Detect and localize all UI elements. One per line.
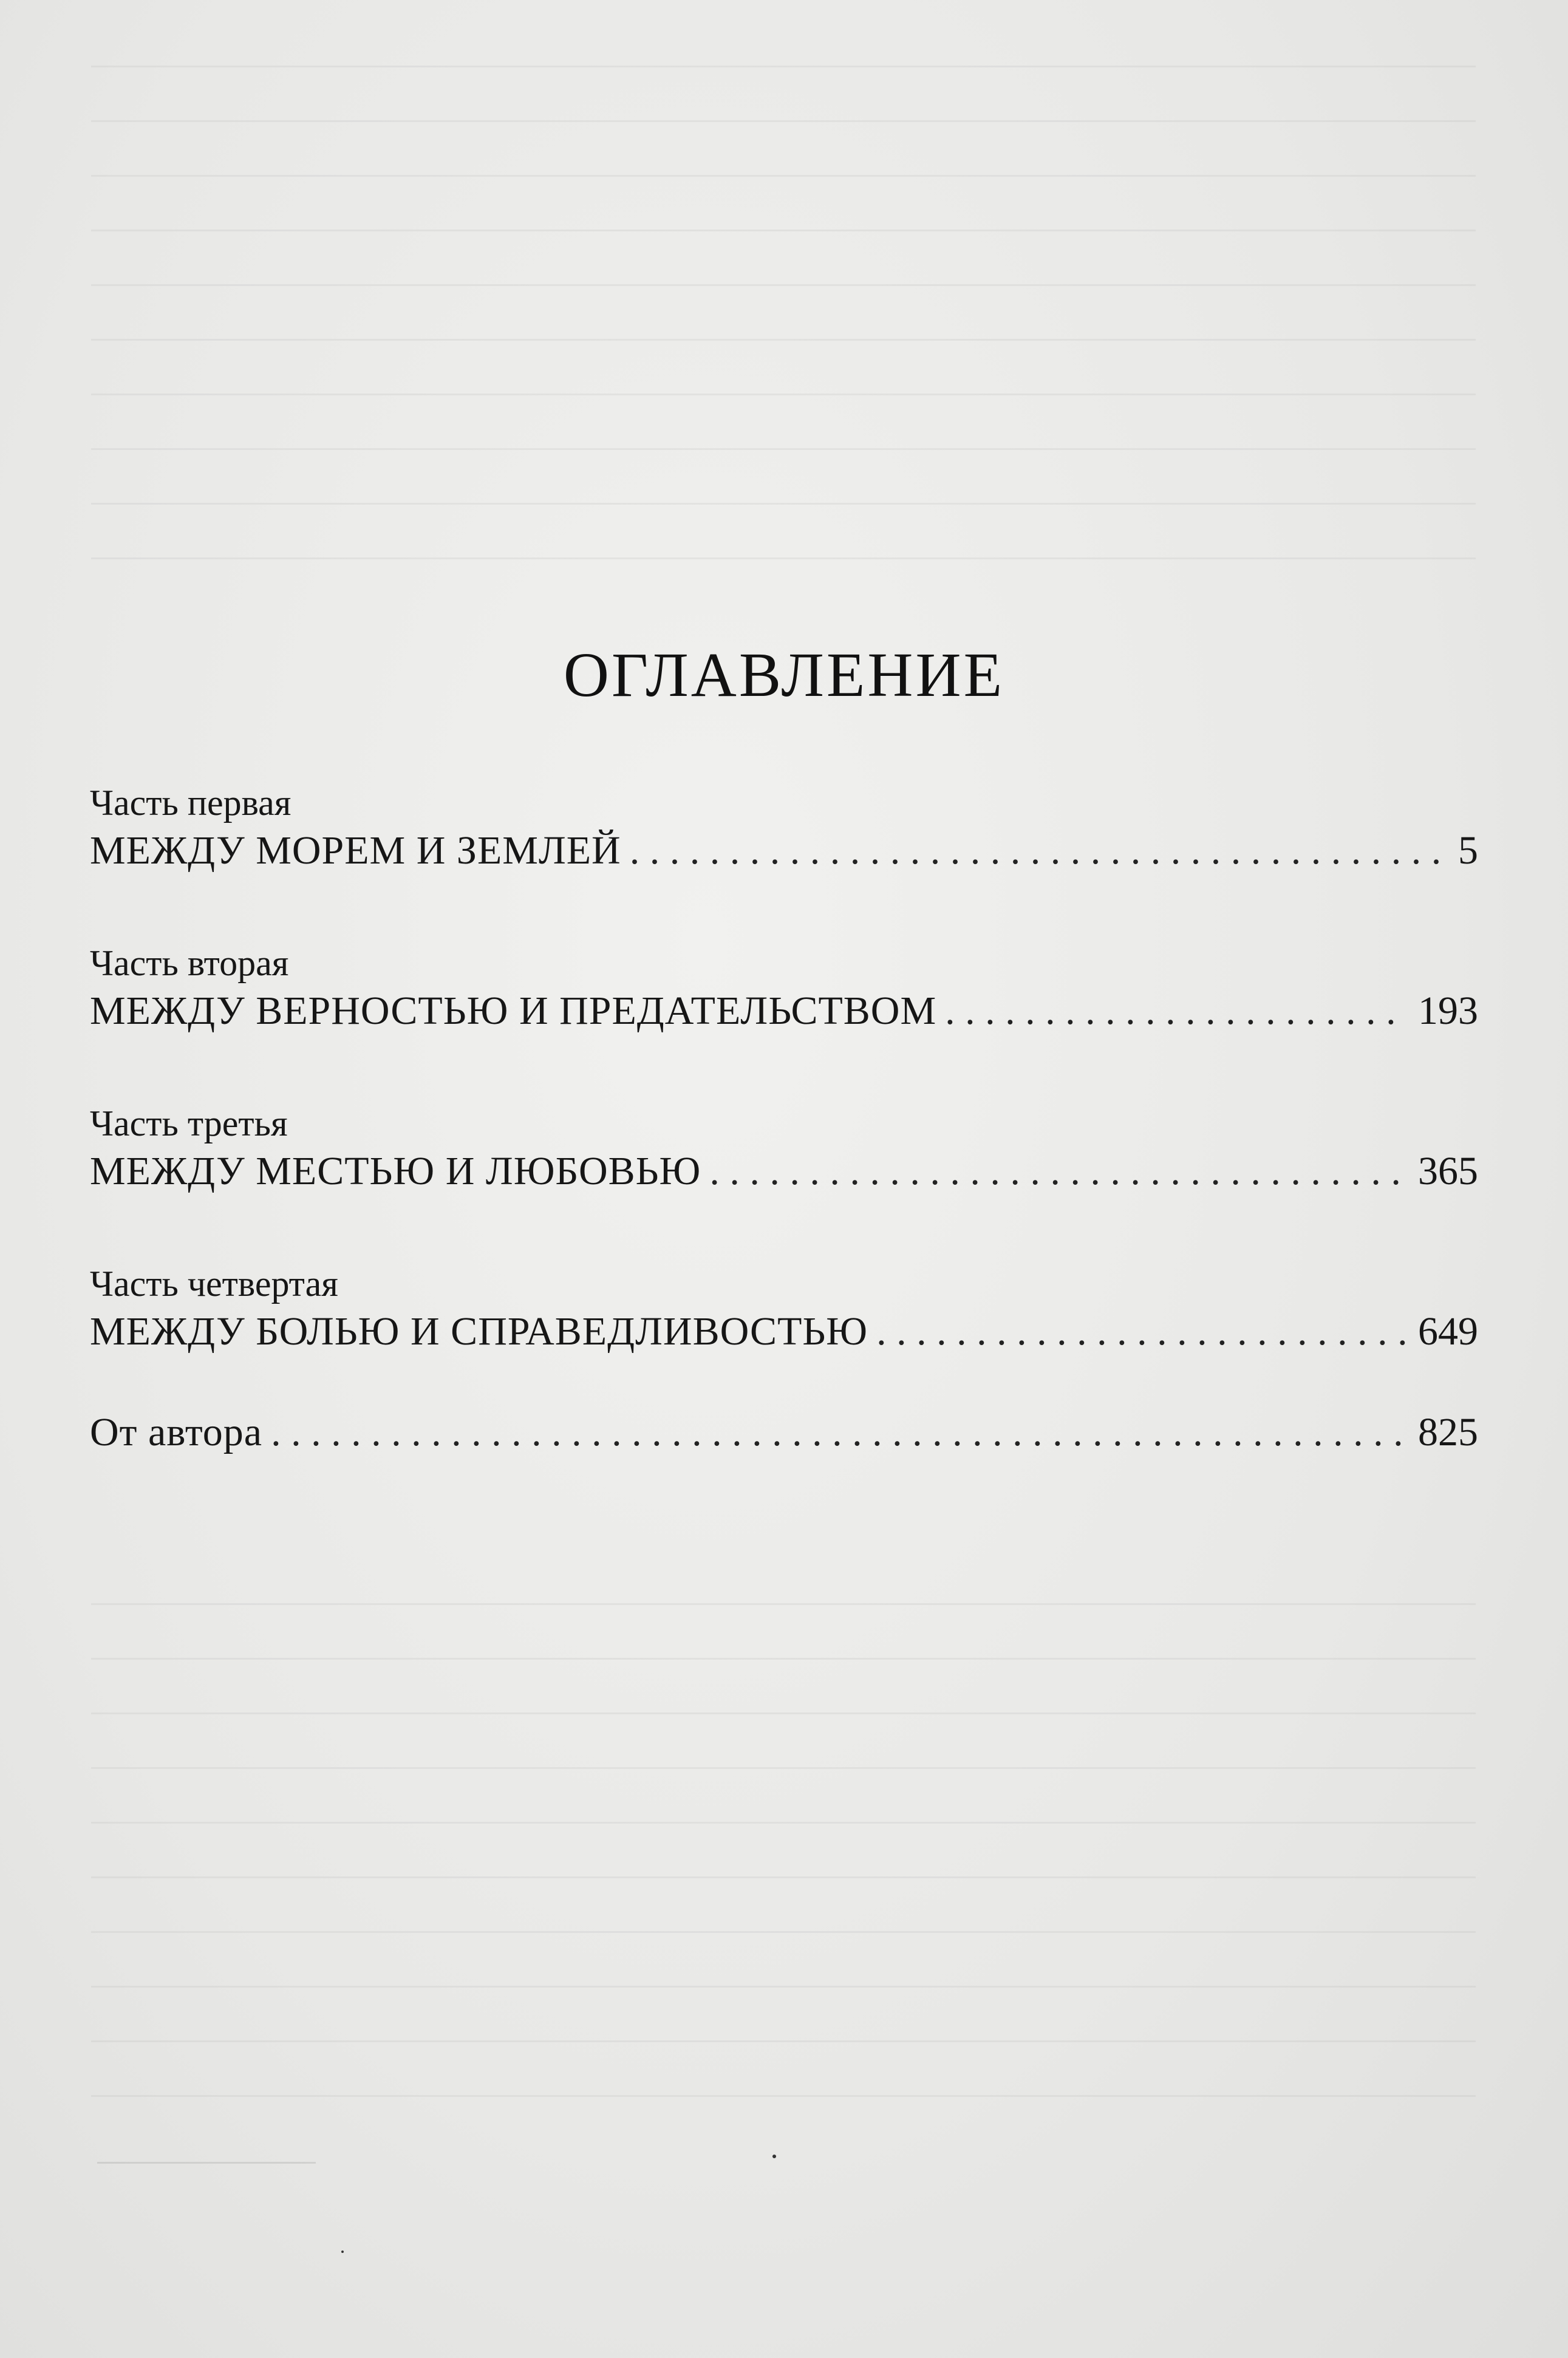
page-number: 5 xyxy=(1458,828,1478,873)
table-of-contents xyxy=(90,771,1478,1467)
bleed-through-line xyxy=(91,1822,1476,1824)
bleed-through-line xyxy=(91,1603,1476,1605)
entry-title: МЕЖДУ МЕСТЬЮ И ЛЮБОВЬЮ xyxy=(90,1149,701,1193)
bleed-through-line xyxy=(91,2095,1476,2097)
bleed-through-footnote-rule xyxy=(97,2162,316,2164)
page-number: 365 xyxy=(1418,1149,1478,1193)
dot-leader xyxy=(630,831,1447,871)
page-number: 649 xyxy=(1418,1309,1478,1354)
bleed-through-line xyxy=(91,120,1476,122)
bleed-through-line xyxy=(91,2040,1476,2042)
bleed-through-line xyxy=(91,175,1476,177)
bleed-through-line xyxy=(91,557,1476,559)
page-number: 825 xyxy=(1418,1410,1478,1454)
entry-title: МЕЖДУ БОЛЬЮ И СПРАВЕДЛИВОСТЬЮ xyxy=(90,1309,868,1354)
toc-entry[interactable] xyxy=(90,1412,1478,1467)
dot-leader xyxy=(876,1312,1407,1352)
toc-author-note xyxy=(90,1412,1478,1467)
part-label: Часть первая xyxy=(90,783,291,823)
bleed-through-line xyxy=(91,339,1476,341)
bleed-through-line xyxy=(91,230,1476,231)
toc-entry[interactable] xyxy=(90,1302,1478,1363)
part-label: Часть вторая xyxy=(90,943,289,983)
part-label: Часть третья xyxy=(90,1103,288,1143)
bleed-through-line xyxy=(91,1658,1476,1660)
paper-speck xyxy=(772,2155,776,2158)
part-label: Часть четвертая xyxy=(90,1264,338,1304)
toc-entry[interactable] xyxy=(90,1142,1478,1202)
entry-title: МЕЖДУ МОРЕМ И ЗЕМЛЕЙ xyxy=(90,828,621,873)
entry-title: МЕЖДУ ВЕРНОСТЬЮ И ПРЕДАТЕЛЬСТВОМ xyxy=(90,989,937,1033)
bleed-through-line xyxy=(91,66,1476,67)
toc-entry[interactable] xyxy=(90,821,1478,882)
bleed-through-line xyxy=(91,394,1476,395)
toc-part-3 xyxy=(90,1092,1478,1202)
bleed-through-line xyxy=(91,503,1476,505)
bleed-through-line xyxy=(91,284,1476,286)
toc-part-4 xyxy=(90,1252,1478,1363)
toc-part-2 xyxy=(90,932,1478,1042)
page-number: 193 xyxy=(1418,989,1478,1033)
bleed-through-line xyxy=(91,1767,1476,1769)
dot-leader xyxy=(271,1412,1407,1453)
paper-speck xyxy=(341,2251,344,2253)
dot-leader xyxy=(945,991,1407,1031)
page-title: ОГЛАВЛЕНИЕ xyxy=(563,639,1005,710)
entry-title: От автора xyxy=(90,1410,263,1454)
bleed-through-line xyxy=(91,448,1476,450)
bleed-through-line xyxy=(91,1986,1476,1988)
bleed-through-line xyxy=(91,1876,1476,1878)
bleed-through-line xyxy=(91,1712,1476,1714)
dot-leader xyxy=(709,1151,1407,1191)
bleed-through-line xyxy=(91,1931,1476,1933)
toc-entry[interactable] xyxy=(90,981,1478,1042)
toc-part-1 xyxy=(90,771,1478,882)
